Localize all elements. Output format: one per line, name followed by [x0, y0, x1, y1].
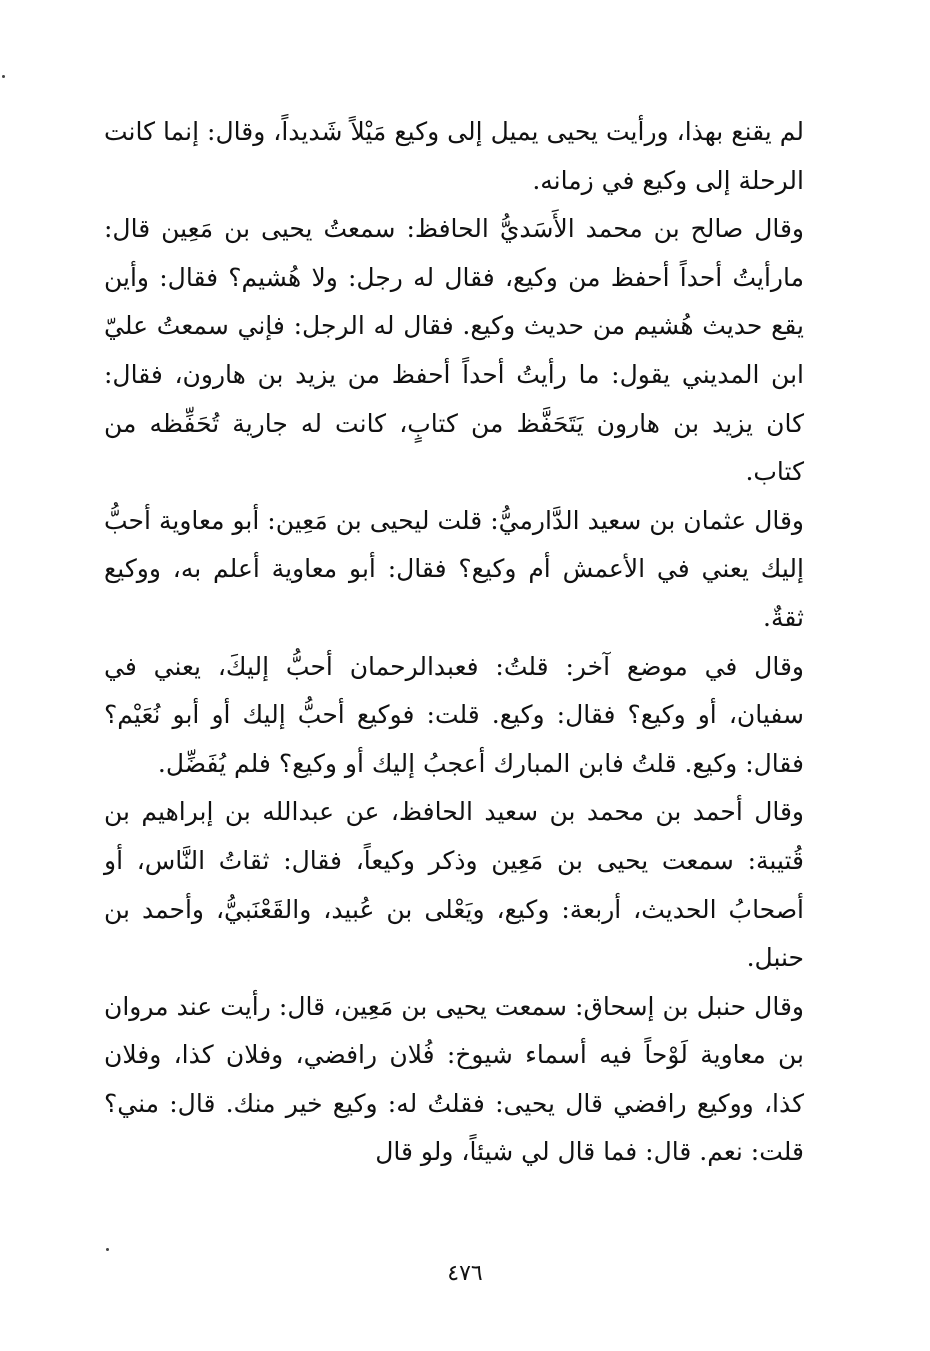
paragraph-4: وقال في موضع آخر: قلتُ: فعبدالرحمان أحبُّ إليكَ، يعني في سفيان، أو وكيع؟ فقال: وكيع. قلت: فوكيع أحبُّ إليك أو أبو نُعَيْم؟ فقال: وكيع. قلتُ فابن المبارك أعجبُ إليك أو وكيع؟ فلم يُفَضِّل.: [104, 651, 804, 778]
paragraph-1: لم يقنع بهذا، ورأيت يحيى يميل إلى وكيع مَيْلاً شَديداً، وقال: إنما كانت الرحلة إلى وكيع في زمانه.: [104, 117, 804, 195]
margin-dot: [106, 1248, 109, 1251]
paragraph-3: وقال عثمان بن سعيد الدَّارميُّ: قلت ليحيى بن مَعِين: أبو معاوية أحبُّ إليك يعني في الأعمش أم وكيع؟ فقال: أبو معاوية أعلم به، ووكيع ثقةٌ.: [104, 505, 804, 632]
body-text: [104, 108, 804, 1177]
margin-dot: [2, 75, 5, 78]
paragraph-6: وقال حنبل بن إسحاق: سمعت يحيى بن مَعِين، قال: رأيت عند مروان بن معاوية لَوْحاً فيه أسماء شيوخ: فُلان رافضي، وفلان كذا، وفلان كذا، ووكيع رافضي قال يحيى: فقلتُ له: وكيع خير منك. قال: مني؟ قلت: نعم. قال: فما قال لي شيئاً، ولو قال: [104, 991, 804, 1167]
paragraph-5: وقال أحمد بن محمد بن سعيد الحافظ، عن عبدالله بن إبراهيم بن قُتيبة: سمعت يحيى بن مَعِين وذكر وكيعاً، فقال: ثقاتُ النَّاس، أو أصحابُ الحديث، أربعة: وكيع، ويَعْلى بن عُبيد، والقَعْنَبيُّ، وأحمد بن حنبل.: [104, 797, 804, 973]
page-number: ٤٧٦: [447, 1261, 483, 1286]
paragraph-2: وقال صالح بن محمد الأَسَديُّ الحافظ: سمعتُ يحيى بن مَعِين قال: مارأيتُ أحداً أحفظ من وكيع، فقال له رجل: ولا هُشيم؟ فقال: وأين يقع حديث هُشيم من حديث وكيع. فقال له الرجل: فإني سمعتُ عليّ ابن المديني يقول: ما رأيتُ أحداً أحفظ من يزيد بن هارون، فقال: كان يزيد بن هارون يَتَحَفَّظ من كتابٍ، كانت له جارية تُحَفِّظه من كتاب.: [104, 214, 804, 487]
